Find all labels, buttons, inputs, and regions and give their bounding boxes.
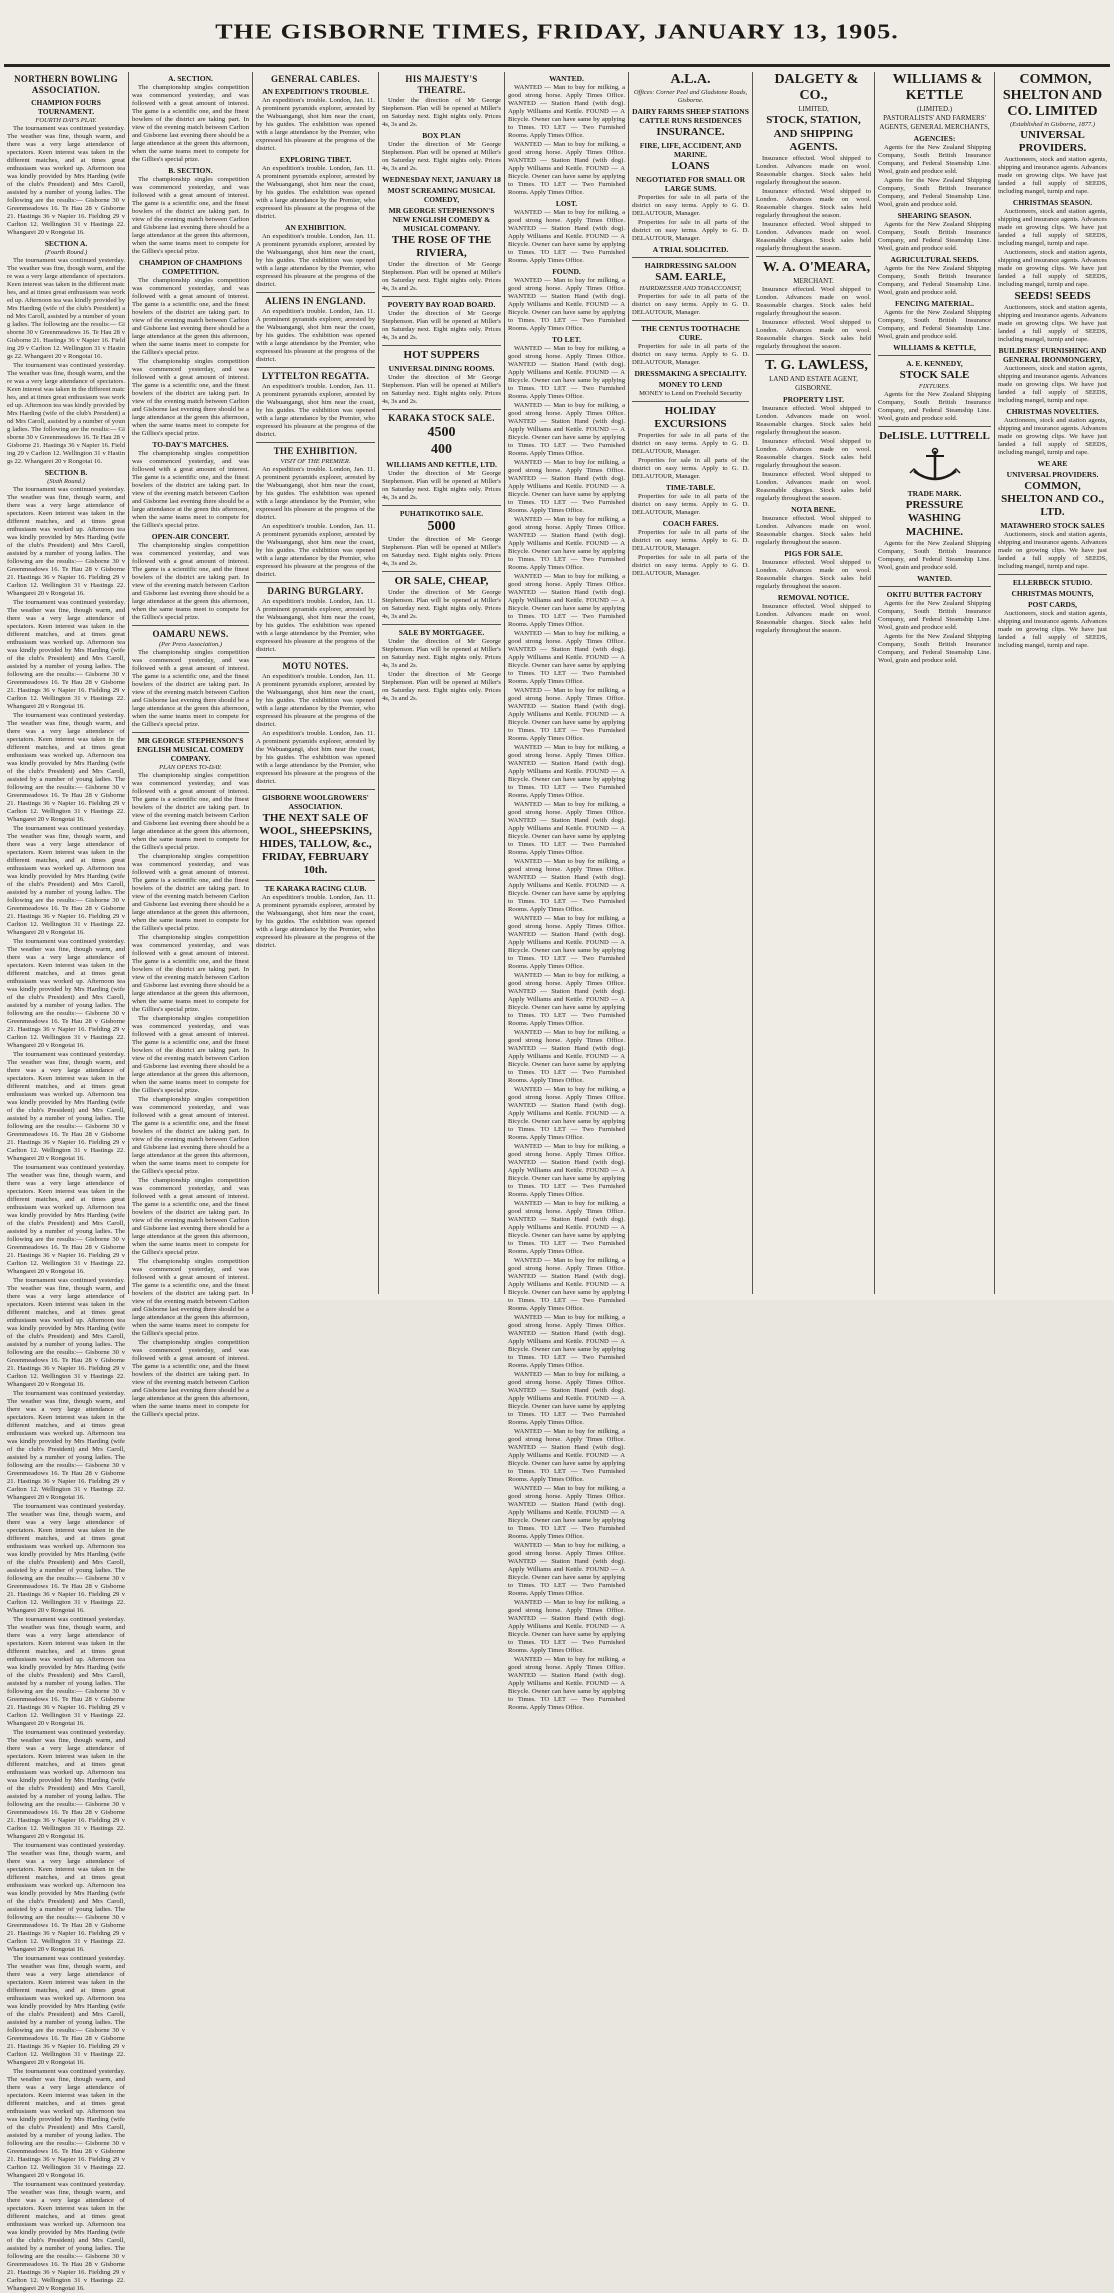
stephenson-company: MR GEORGE STEPHENSON'S NEW ENGLISH COMEDY & MUSICAL COMPANY.: [388, 206, 495, 233]
article-text: The championship singles competition was commenced yesterday, and was followed with a great amount of interest. The game is a scientific one, and the finest bowlers of the district are taking part. In view of the evening match between Carlton and Gisborne last evening there should be a large attendance at the green this afternoon, when the same teams meet to compete for the Gillies's special prize.: [132, 277, 249, 356]
nota-bene: NOTA BENE.: [791, 505, 836, 514]
burglary-heading: DARING BURGLARY.: [267, 586, 364, 596]
column-8: [874, 72, 994, 1294]
dalgety-shipping: AND SHIPPING AGENTS.: [773, 128, 854, 153]
dalgety-limited: LIMITED,: [798, 105, 829, 113]
kennedy-name: A. E. KENNEDY,: [906, 359, 963, 368]
trade-mark-label: TRADE MARK.: [907, 489, 962, 498]
article-text: Insurance effected. Wool shipped to London. Advances made on wool. Reasonable charges. Stock sales held regularly throughout the season.: [756, 286, 871, 317]
next-sale: THE NEXT SALE OF WOOL, SHEEPSKINS, HIDES, TALLOW, &c., FRIDAY, FEBRUARY 10th.: [259, 812, 372, 876]
matawhero-stock: MATAWHERO STOCK SALES: [1000, 521, 1105, 530]
article-text: The championship singles competition was commenced yesterday, and was followed with a great amount of interest. The game is a scientific one, and the finest bowlers of the district are taking part. In view of the evening match between Carlton and Gisborne last evening there should be a large attendance at the green this afternoon, when the same teams meet to compete for the Gillies's special prize.: [132, 1096, 249, 1175]
karaka-heading: KARAKA STOCK SALE.: [388, 413, 495, 423]
article-text: An expedition's trouble. London, Jan. 11. A prominent pyramids explorer, arrested by the Wabuangangi, shot him near the coast, by his guides. The exhibition was opened with a large attendance by the Premier, who expressed his pleasure at the progress of the district.: [256, 97, 375, 152]
column-4: [378, 72, 504, 1294]
article-text: Insurance effected. Wool shipped to London. Advances made on wool. Reasonable charges. Stock sales held regularly throughout the season.: [756, 559, 871, 590]
article-text: Properties for sale in all parts of the district on easy terms. Apply to G. D. DELAUTOUR, Manager.: [632, 219, 749, 242]
classified-text: WANTED — Man to buy for milking, a good strong horse. Apply Times Office. WANTED — Station Hand (with dog). Apply Williams and Kettle. FOUND — A Bicycle. Owner can have same by applying to Times. TO LET — Two Furnished Rooms. Apply Times Office.: [508, 630, 625, 685]
wanted-heading: WANTED.: [549, 74, 584, 83]
section-b-note: (Sixth Round.): [47, 478, 85, 485]
theatre-heading: HIS MAJESTY'S THEATRE.: [405, 74, 478, 95]
classified-text: WANTED — Man to buy for milking, a good strong horse. Apply Times Office. WANTED — Station Hand (with dog). Apply Williams and Kettle. FOUND — A Bicycle. Owner can have same by applying to Times. TO LET — Two Furnished Rooms. Apply Times Office.: [508, 1371, 625, 1426]
plan-opens: PLAN OPENS TO-DAY.: [159, 764, 222, 771]
dining-rooms: UNIVERSAL DINING ROOMS.: [388, 364, 495, 373]
classified-text: WANTED — Man to buy for milking, a good strong horse. Apply Times Office. WANTED — Station Hand (with dog). Apply Williams and Kettle. FOUND — A Bicycle. Owner can have same by applying to Times. TO LET — Two Furnished Rooms. Apply Times Office.: [508, 277, 625, 332]
article-text: Agents for the New Zealand Shipping Company, South British Insurance Company, and Federal Steamship Line. Wool, grain and produce sold.: [878, 633, 991, 664]
article-text: Insurance effected. Wool shipped to London. Advances made on wool. Reasonable charges. Stock sales held regularly throughout the season.: [756, 515, 871, 546]
we-are: WE ARE: [1037, 459, 1068, 468]
article-text: Auctioneers, stock and station agents, shipping and insurance agents. Advances made on growing clips. We have just landed a full supply of SEEDS, including mangel, turnip and rape.: [998, 208, 1107, 247]
cattle-count: 4500: [427, 425, 456, 440]
dressmaking: DRESSMAKING A SPECIALITY.: [634, 369, 747, 378]
article-text: The tournament was continued yesterday. The weather was fine, though warm, and there was a very large attendance of spectators. Keen interest was taken in the different matches, and at times great enthusiasm was worked up. Afternoon tea was kindly provided by Mrs Harding (wife of the club's President) and Mrs Caroll, assisted by a number of young ladies. The following are the results:— Gisborne 30 v Greenmeadows 16. Te Hau 28 v Gisborne 21. Hastings 36 v Napier 16. Fielding 29 v Carlton 12. Wellington 31 v Hastings 22. Whangarei 20 v Rongotai 16.: [7, 1955, 125, 2066]
property-types: DAIRY FARMS SHEEP STATIONS CATTLE RUNS RESIDENCES: [632, 107, 749, 125]
motu-heading: MOTU NOTES.: [282, 661, 349, 671]
classified-text: WANTED — Man to buy for milking, a good strong horse. Apply Times Office. WANTED — Station Hand (with dog). Apply Williams and Kettle. FOUND — A Bicycle. Owner can have same by applying to Times. TO LET — Two Furnished Rooms. Apply Times Office.: [508, 209, 625, 264]
article-text: The championship singles competition was commenced yesterday, and was followed with a great amount of interest. The game is a scientific one, and the finest bowlers of the district are taking part. In view of the evening match between Carlton and Gisborne last evening there should be a large attendance at the green this afternoon, when the same teams meet to compete for the Gillies's special prize.: [132, 1339, 249, 1418]
column-2: [128, 72, 252, 1418]
fixtures: FIXTURES.: [918, 383, 951, 390]
okitu-butter: OKITU BUTTER FACTORY: [886, 590, 983, 599]
musical-comedy: MOST SCREAMING MUSICAL COMEDY,: [387, 186, 496, 204]
article-text: The tournament was continued yesterday. The weather was fine, though warm, and there was a very large attendance of spectators. Keen interest was taken in the different matches, and at times great enthusiasm was worked up. Afternoon tea was kindly provided by Mrs Harding (wife of the club's President) and Mrs Caroll, assisted by a number of young ladies. The following are the results:— Gisborne 30 v Greenmeadows 16. Te Hau 28 v Gisborne 21. Hastings 36 v Napier 16. Fielding 29 v Carlton 12. Wellington 31 v Hastings 22. Whangarei 20 v Rongotai 16.: [7, 825, 125, 936]
article-text: Agents for the New Zealand Shipping Company, South British Insurance Company, and Federal Steamship Line. Wool, grain and produce sold.: [878, 309, 991, 340]
expedition-heading: AN EXPEDITION'S TROUBLE.: [262, 87, 369, 96]
williams-kettle-sig: WILLIAMS & KETTLE,: [893, 343, 976, 352]
dalgety-stock: STOCK, STATION,: [766, 114, 861, 126]
article-text: Under the direction of Mr George Stephenson. Plan will be opened at Miller's on Saturday next. Eight nights only. Prices 4s, 3s and 2s.: [382, 589, 501, 620]
article-text: Auctioneers, stock and station agents, shipping and insurance agents. Advances made on growing clips. We have just landed a full supply of SEEDS, including mangel, turnip and rape.: [998, 156, 1107, 195]
williams-kettle-auction: WILLIAMS AND KETTLE, LTD.: [386, 460, 497, 469]
article-text: The championship singles competition was commenced yesterday, and was followed with a great amount of interest. The game is a scientific one, and the finest bowlers of the district are taking part. In view of the evening match between Carlton and Gisborne last evening there should be a large attendance at the green this afternoon, when the same teams meet to compete for the Gillies's special prize.: [132, 934, 249, 1013]
article-text: The tournament was continued yesterday. The weather was fine, though warm, and there was a very large attendance of spectators. Keen interest was taken in the different matches, and at times great enthusiasm was worked up. Afternoon tea was kindly provided by Mrs Harding (wife of the club's President) and Mrs Caroll, assisted by a number of young ladies. The following are the results:— Gisborne 30 v Greenmeadows 16. Te Hau 28 v Gisborne 21. Hastings 36 v Napier 16. Fielding 29 v Carlton 12. Wellington 31 v Hastings 22. Whangarei 20 v Rongotai 16.: [7, 712, 125, 823]
universal-providers-2: UNIVERSAL PROVIDERS.: [1006, 470, 1099, 479]
lawless-sub: LAND AND ESTATE AGENT, GISBORNE.: [769, 375, 858, 392]
article-text: Auctioneers, stock and station agents, shipping and insurance agents. Advances made on growing clips. We have just landed a full supply of SEEDS, including mangel, turnip and rape.: [998, 304, 1107, 343]
article-text: Agents for the New Zealand Shipping Company, South British Insurance Company, and Federal Steamship Line. Wool, grain and produce sold.: [878, 540, 991, 571]
common-shelton-title: COMMON, SHELTON AND CO. LIMITED: [1002, 72, 1103, 119]
article-text: Properties for sale in all parts of the district on easy terms. Apply to G. D. DELAUTOUR, Manager.: [632, 554, 749, 577]
article-text: An expedition's trouble. London, Jan. 11. A prominent pyramids explorer, arrested by the Wabuangangi, shot him near the coast, by his guides. The exhibition was opened with a large attendance by the Premier, who expressed his pleasure at the progress of the district.: [256, 233, 375, 288]
article-text: The tournament was continued yesterday. The weather was fine, though warm, and there was a very large attendance of spectators. Keen interest was taken in the different matches, and at times great enthusiasm was worked up. Afternoon tea was kindly provided by Mrs Harding (wife of the club's President) and Mrs Caroll, assisted by a number of young ladies. The following are the results:— Gisborne 30 v Greenmeadows 16. Te Hau 28 v Gisborne 21. Hastings 36 v Napier 16. Fielding 29 v Carlton 12. Wellington 31 v Hastings 22. Whangarei 20 v Rongotai 16.: [7, 599, 125, 710]
open-air-heading: OPEN-AIR CONCERT.: [151, 532, 230, 541]
article-text: Properties for sale in all parts of the district on easy terms. Apply to G. D. DELAUTOUR, Manager.: [632, 343, 749, 366]
holiday-excursions: HOLIDAY EXCURSIONS: [654, 405, 727, 430]
article-text: The tournament was continued yesterday. The weather was fine, though warm, and there was a very large attendance of spectators. Keen interest was taken in the different matches, and at times great enthusiasm was worked up. Afternoon tea was kindly provided by Mrs Harding (wife of the club's President) and Mrs Caroll, assisted by a number of young ladies. The following are the results:— Gisborne 30 v Greenmeadows 16. Te Hau 28 v Gisborne 21. Hastings 36 v Napier 16. Fielding 29 v Carlton 12. Wellington 31 v Hastings 22. Whangarei 20 v Rongotai 16.: [7, 1051, 125, 1162]
article-text: The championship singles competition was commenced yesterday, and was followed with a great amount of interest. The game is a scientific one, and the finest bowlers of the district are taking part. In view of the evening match between Carlton and Gisborne last evening there should be a large attendance at the green this afternoon, when the same teams meet to compete for the Gillies's special prize.: [132, 450, 249, 529]
article-text: The championship singles competition was commenced yesterday, and was followed with a great amount of interest. The game is a scientific one, and the finest bowlers of the district are taking part. In view of the evening match between Carlton and Gisborne last evening there should be a large attendance at the green this afternoon, when the same teams meet to compete for the Gillies's special prize.: [132, 176, 249, 255]
woolgrowers-heading: GISBORNE WOOLGROWERS' ASSOCIATION.: [262, 793, 369, 811]
classified-text: WANTED — Man to buy for milking, a good strong horse. Apply Times Office. WANTED — Station Hand (with dog). Apply Williams and Kettle. FOUND — A Bicycle. Owner can have same by applying to Times. TO LET — Two Furnished Rooms. Apply Times Office.: [508, 972, 625, 1027]
article-text: Insurance effected. Wool shipped to London. Advances made on wool. Reasonable charges. Stock sales held regularly throughout the season.: [756, 438, 871, 469]
article-text: The tournament was continued yesterday. The weather was fine, though warm, and there was a very large attendance of spectators. Keen interest was taken in the different matches, and at times great enthusiasm was worked up. Afternoon tea was kindly provided by Mrs Harding (wife of the club's President) and Mrs Caroll, assisted by a number of young ladies. The following are the results:— Gisborne 30 v Greenmeadows 16. Te Hau 28 v Gisborne 21. Hastings 36 v Napier 16. Fielding 29 v Carlton 12. Wellington 31 v Hastings 22. Whangarei 20 v Rongotai 16.: [7, 125, 125, 236]
article-text: Under the direction of Mr George Stephenson. Plan will be opened at Miller's on Saturday next. Eight nights only. Prices 4s, 3s and 2s.: [382, 470, 501, 501]
article-text: Properties for sale in all parts of the district on easy terms. Apply to G. D. DELAUTOUR, Manager.: [632, 194, 749, 217]
lawless-title: T. G. LAWLESS,: [765, 358, 868, 373]
article-text: Properties for sale in all parts of the district on easy terms. Apply to G. D. DELAUTOUR, Manager.: [632, 457, 749, 480]
fencing-material: FENCING MATERIAL.: [894, 299, 975, 308]
ellerbeck-studio: ELLERBECK STUDIO.: [1012, 578, 1093, 587]
article-text: An expedition's trouble. London, Jan. 11. A prominent pyramids explorer, arrested by the Wabuangangi, shot him near the coast, by his guides. The exhibition was opened with a large attendance by the Premier, who expressed his pleasure at the progress of the district.: [256, 730, 375, 785]
classified-text: WANTED — Man to buy for milking, a good strong horse. Apply Times Office. WANTED — Station Hand (with dog). Apply Williams and Kettle. FOUND — A Bicycle. Owner can have same by applying to Times. TO LET — Two Furnished Rooms. Apply Times Office.: [508, 744, 625, 799]
classified-text: WANTED — Man to buy for milking, a good strong horse. Apply Times Office. WANTED — Station Hand (with dog). Apply Williams and Kettle. FOUND — A Bicycle. Owner can have same by applying to Times. TO LET — Two Furnished Rooms. Apply Times Office.: [508, 1485, 625, 1540]
to-let-heading: TO LET.: [552, 335, 581, 344]
article-text: Under the direction of Mr George Stephenson. Plan will be opened at Miller's on Saturday next. Eight nights only. Prices 4s, 3s and 2s.: [382, 536, 501, 567]
article-text: The tournament was continued yesterday. The weather was fine, though warm, and there was a very large attendance of spectators. Keen interest was taken in the different matches, and at times great enthusiasm was worked up. Afternoon tea was kindly provided by Mrs Harding (wife of the club's President) and Mrs Caroll, assisted by a number of young ladies. The following are the results:— Gisborne 30 v Greenmeadows 16. Te Hau 28 v Gisborne 21. Hastings 36 v Napier 16. Fielding 29 v Carlton 12. Wellington 31 v Hastings 22. Whangarei 20 v Rongotai 16.: [7, 1390, 125, 1501]
wednesday-date: WEDNESDAY NEXT, JANUARY 18: [382, 175, 501, 184]
article-text: The tournament was continued yesterday. The weather was fine, though warm, and there was a very large attendance of spectators. Keen interest was taken in the different matches, and at times great enthusiasm was worked up. Afternoon tea was kindly provided by Mrs Harding (wife of the club's President) and Mrs Caroll, assisted by a number of young ladies. The following are the results:— Gisborne 30 v Greenmeadows 16. Te Hau 28 v Gisborne 21. Hastings 36 v Napier 16. Fielding 29 v Carlton 12. Wellington 31 v Hastings 22. Whangarei 20 v Rongotai 16.: [7, 1164, 125, 1275]
article-text: Insurance effected. Wool shipped to London. Advances made on wool. Reasonable charges. Stock sales held regularly throughout the season.: [756, 221, 871, 252]
lost-heading: LOST.: [555, 199, 578, 208]
loans-heading: LOANS: [671, 160, 710, 172]
anchor-trade-mark-icon: [900, 447, 970, 485]
dalgety-title: DALGETY & CO.,: [774, 72, 859, 103]
article-text: Insurance effected. Wool shipped to London. Advances made on wool. Reasonable charges. Stock sales held regularly throughout the season.: [756, 188, 871, 219]
article-text: The championship singles competition was commenced yesterday, and was followed with a great amount of interest. The game is a scientific one, and the finest bowlers of the district are taking part. In view of the evening match between Carlton and Gisborne last evening there should be a large attendance at the green this afternoon, when the same teams meet to compete for the Gillies's special prize.: [132, 772, 249, 851]
shearing-season: SHEARING SEASON.: [897, 211, 972, 220]
pigs-for-sale: PIGS FOR SALE.: [784, 549, 843, 558]
pastoralists-agents: PASTORALISTS' AND FARMERS' AGENTS, GENERAL MERCHANTS,: [879, 114, 990, 131]
article-text: Auctioneers, stock and station agents, shipping and insurance agents. Advances made on growing clips. We have just landed a full supply of SEEDS, including mangel, turnip and rape.: [998, 249, 1107, 288]
column-5: [504, 72, 628, 1711]
williams-kettle-limited: (LIMITED.): [916, 105, 953, 113]
luttrell-name: LUTTRELL: [929, 430, 990, 442]
article-text: Properties for sale in all parts of the district on easy terms. Apply to G. D. DELAUTOUR, Manager.: [632, 432, 749, 455]
article-text: The tournament was continued yesterday. The weather was fine, though warm, and there was a very large attendance of spectators. Keen interest was taken in the different matches, and at times great enthusiasm was worked up. Afternoon tea was kindly provided by Mrs Harding (wife of the club's President) and Mrs Caroll, assisted by a number of young ladies. The following are the results:— Gisborne 30 v Greenmeadows 16. Te Hau 28 v Gisborne 21. Hastings 36 v Napier 16. Fielding 29 v Carlton 12. Wellington 31 v Hastings 22. Whangarei 20 v Rongotai 16.: [7, 1729, 125, 1840]
article-text: Under the direction of Mr George Stephenson. Plan will be opened at Miller's on Saturday next. Eight nights only. Prices 4s, 3s and 2s.: [382, 97, 501, 128]
classified-text: WANTED — Man to buy for milking, a good strong horse. Apply Times Office. WANTED — Station Hand (with dog). Apply Williams and Kettle. FOUND — A Bicycle. Owner can have same by applying to Times. TO LET — Two Furnished Rooms. Apply Times Office.: [508, 1029, 625, 1084]
column-1: [4, 72, 128, 2292]
classified-text: WANTED — Man to buy for milking, a good strong horse. Apply Times Office. WANTED — Station Hand (with dog). Apply Williams and Kettle. FOUND — A Bicycle. Owner can have same by applying to Times. TO LET — Two Furnished Rooms. Apply Times Office.: [508, 1599, 625, 1654]
article-text: Insurance effected. Wool shipped to London. Advances made on wool. Reasonable charges. Stock sales held regularly throughout the season.: [756, 155, 871, 186]
toothache-heading: THE CENTUS TOOTHACHE CURE.: [641, 324, 740, 342]
article-text: An expedition's trouble. London, Jan. 11. A prominent pyramids explorer, arrested by the Wabuangangi, shot him near the coast, by his guides. The exhibition was opened with a large attendance by the Premier, who expressed his pleasure at the progress of the district.: [256, 308, 375, 363]
classified-text: WANTED — Man to buy for milking, a good strong horse. Apply Times Office. WANTED — Station Hand (with dog). Apply Williams and Kettle. FOUND — A Bicycle. Owner can have same by applying to Times. TO LET — Two Furnished Rooms. Apply Times Office.: [508, 141, 625, 196]
aliens-heading: ALIENS IN ENGLAND.: [265, 296, 366, 306]
universal-providers: UNIVERSAL PROVIDERS.: [1018, 129, 1087, 154]
classified-text: WANTED — Man to buy for milking, a good strong horse. Apply Times Office. WANTED — Station Hand (with dog). Apply Williams and Kettle. FOUND — A Bicycle. Owner can have same by applying to Times. TO LET — Two Furnished Rooms. Apply Times Office.: [508, 1656, 625, 1711]
stock-sale-heading: STOCK SALE: [899, 369, 970, 381]
article-text: The tournament was continued yesterday. The weather was fine, though warm, and there was a very large attendance of spectators. Keen interest was taken in the different matches, and at times great enthusiasm was worked up. Afternoon tea was kindly provided by Mrs Harding (wife of the club's President) and Mrs Caroll, assisted by a number of young ladies. The following are the results:— Gisborne 30 v Greenmeadows 16. Te Hau 28 v Gisborne 21. Hastings 36 v Napier 16. Fielding 29 v Carlton 12. Wellington 31 v Hastings 22. Whangarei 20 v Rongotai 16.: [7, 2181, 125, 2292]
article-text: Agents for the New Zealand Shipping Company, South British Insurance Company, and Federal Steamship Line. Wool, grain and produce sold.: [878, 177, 991, 208]
common-shelton-2: COMMON, SHELTON AND CO., LTD.: [1001, 480, 1104, 518]
article-text: Under the direction of Mr George Stephenson. Plan will be opened at Miller's on Saturday next. Eight nights only. Prices 4s, 3s and 2s.: [382, 374, 501, 405]
omeara-merchant: MERCHANT.: [793, 277, 834, 285]
article-text: The tournament was continued yesterday. The weather was fine, though warm, and there was a very large attendance of spectators. Keen interest was taken in the different matches, and at times great enthusiasm was worked up. Afternoon tea was kindly provided by Mrs Harding (wife of the club's President) and Mrs Caroll, assisted by a number of young ladies. The following are the results:— Gisborne 30 v Greenmeadows 16. Te Hau 28 v Gisborne 21. Hastings 36 v Napier 16. Fielding 29 v Carlton 12. Wellington 31 v Hastings 22. Whangarei 20 v Rongotai 16.: [7, 486, 125, 597]
classified-text: WANTED — Man to buy for milking, a good strong horse. Apply Times Office. WANTED — Station Hand (with dog). Apply Williams and Kettle. FOUND — A Bicycle. Owner can have same by applying to Times. TO LET — Two Furnished Rooms. Apply Times Office.: [508, 915, 625, 970]
article-text: The championship singles competition was commenced yesterday, and was followed with a great amount of interest. The game is a scientific one, and the finest bowlers of the district are taking part. In view of the evening match between Carlton and Gisborne last evening there should be a large attendance at the green this afternoon, when the same teams meet to compete for the Gillies's special prize.: [132, 542, 249, 621]
article-text: Insurance effected. Wool shipped to London. Advances made on wool. Reasonable charges. Stock sales held regularly throughout the season.: [756, 405, 871, 436]
builders-ironmongery: BUILDERS' FURNISHING AND GENERAL IRONMONGERY,: [998, 346, 1107, 364]
omeara-title: W. A. O'MEARA,: [762, 260, 871, 275]
classified-text: WANTED — Man to buy for milking, a good strong horse. Apply Times Office. WANTED — Station Hand (with dog). Apply Williams and Kettle. FOUND — A Bicycle. Owner can have same by applying to Times. TO LET — Two Furnished Rooms. Apply Times Office.: [508, 1257, 625, 1312]
oamaru-note: (Per Press Association.): [158, 641, 222, 648]
loans-note: NEGOTIATED FOR SMALL OR LARGE SUMS.: [635, 175, 746, 193]
road-board-heading: POVERTY BAY ROAD BOARD.: [387, 300, 496, 309]
column-6: [628, 72, 752, 1294]
article-text: Properties for sale in all parts of the district on easy terms. Apply to G. D. DELAUTOUR, Manager.: [632, 293, 749, 316]
insurance-types: FIRE, LIFE, ACCIDENT, AND MARINE.: [639, 141, 742, 159]
article-text: Properties for sale in all parts of the district on easy terms. Apply to G. D. DELAUTOUR, Manager.: [632, 529, 749, 552]
established-note: (Established in Gisborne, 1877.): [1009, 121, 1096, 128]
ala-heading: A.L.A.: [670, 72, 711, 87]
article-text: An expedition's trouble. London, Jan. 11. A prominent pyramids explorer, arrested by the Wabuangangi, shot him near the coast, by his guides. The exhibition was opened with a large attendance by the Premier, who expressed his pleasure at the progress of the district.: [256, 673, 375, 728]
agencies-heading: AGENCIES:: [913, 134, 956, 143]
christmas-season: CHRISTMAS SEASON.: [1012, 198, 1093, 207]
cables-heading: GENERAL CABLES.: [270, 74, 361, 84]
classified-text: WANTED — Man to buy for milking, a good strong horse. Apply Times Office. WANTED — Station Hand (with dog). Apply Williams and Kettle. FOUND — A Bicycle. Owner can have same by applying to Times. TO LET — Two Furnished Rooms. Apply Times Office.: [508, 1143, 625, 1198]
removal-notice: REMOVAL NOTICE.: [777, 593, 850, 602]
hot-suppers: HOT SUPPERS: [403, 349, 480, 361]
article-text: The championship singles competition was commenced yesterday, and was followed with a great amount of interest. The game is a scientific one, and the finest bowlers of the district are taking part. In view of the evening match between Carlton and Gisborne last evening there should be a large attendance at the green this afternoon, when the same teams meet to compete for the Gillies's special prize.: [132, 1177, 249, 1256]
pressure-washing: PRESSURE WASHING: [905, 499, 964, 524]
article-text: Agents for the New Zealand Shipping Company, South British Insurance Company, and Federal Steamship Line. Wool, grain and produce sold.: [878, 144, 991, 175]
agricultural-seeds: AGRICULTURAL SEEDS.: [890, 255, 979, 264]
classified-text: WANTED — Man to buy for milking, a good strong horse. Apply Times Office. WANTED — Station Hand (with dog). Apply Williams and Kettle. FOUND — A Bicycle. Owner can have same by applying to Times. TO LET — Two Furnished Rooms. Apply Times Office.: [508, 459, 625, 514]
classified-text: WANTED — Man to buy for milking, a good strong horse. Apply Times Office. WANTED — Station Hand (with dog). Apply Williams and Kettle. FOUND — A Bicycle. Owner can have same by applying to Times. TO LET — Two Furnished Rooms. Apply Times Office.: [508, 402, 625, 457]
article-text: Under the direction of Mr George Stephenson. Plan will be opened at Miller's on Saturday next. Eight nights only. Prices 4s, 3s and 2s.: [382, 638, 501, 669]
classified-text: WANTED — Man to buy for milking, a good strong horse. Apply Times Office. WANTED — Station Hand (with dog). Apply Williams and Kettle. FOUND — A Bicycle. Owner can have same by applying to Times. TO LET — Two Furnished Rooms. Apply Times Office.: [508, 687, 625, 742]
sheep-5000: 5000: [427, 519, 456, 534]
article-text: The tournament was continued yesterday. The weather was fine, though warm, and there was a very large attendance of spectators. Keen interest was taken in the different matches, and at times great enthusiasm was worked up. Afternoon tea was kindly provided by Mrs Harding (wife of the club's President) and Mrs Caroll, assisted by a number of young ladies. The following are the results:— Gisborne 30 v Greenmeadows 16. Te Hau 28 v Gisborne 21. Hastings 36 v Napier 16. Fielding 29 v Carlton 12. Wellington 31 v Hastings 22. Whangarei 20 v Rongotai 16.: [7, 1503, 125, 1614]
section-a-table-heading: A. SECTION.: [168, 74, 213, 83]
article-text: An expedition's trouble. London, Jan. 11. A prominent pyramids explorer, arrested by the Wabuangangi, shot him near the coast, by his guides. The exhibition was opened with a large attendance by the Premier, who expressed his pleasure at the progress of the district.: [256, 165, 375, 220]
williams-kettle-title: WILLIAMS & KETTLE: [892, 72, 983, 103]
box-plan: BOX PLAN: [422, 131, 461, 140]
classified-text: WANTED — Man to buy for milking, a good strong horse. Apply Times Office. WANTED — Station Hand (with dog). Apply Williams and Kettle. FOUND — A Bicycle. Owner can have same by applying to Times. TO LET — Two Furnished Rooms. Apply Times Office.: [508, 1200, 625, 1255]
article-text: Auctioneers, stock and station agents, shipping and insurance agents. Advances made on growing clips. We have just landed a full supply of SEEDS, including mangel, turnip and rape.: [998, 610, 1107, 649]
newspaper-title: THE GISBORNE TIMES, FRIDAY, JANUARY 13, 1905.: [215, 20, 899, 44]
section-a-note: (Fourth Round.): [44, 249, 88, 256]
money-to-lend: MONEY TO LEND: [658, 380, 723, 389]
classified-text: WANTED — Man to buy for milking, a good strong horse. Apply Times Office. WANTED — Station Hand (with dog). Apply Williams and Kettle. FOUND — A Bicycle. Owner can have same by applying to Times. TO LET — Two Furnished Rooms. Apply Times Office.: [508, 84, 625, 139]
or-sale-cheap: OR SALE, CHEAP,: [394, 575, 489, 587]
champion-heading: CHAMPION OF CHAMPIONS COMPETITION.: [138, 258, 243, 276]
article-text: The tournament was continued yesterday. The weather was fine, though warm, and there was a very large attendance of spectators. Keen interest was taken in the different matches, and at times great enthusiasm was worked up. Afternoon tea was kindly provided by Mrs Harding (wife of the club's President) and Mrs Caroll, assisted by a number of young ladies. The following are the results:— Gisborne 30 v Greenmeadows 16. Te Hau 28 v Gisborne 21. Hastings 36 v Napier 16. Fielding 29 v Carlton 12. Wellington 31 v Hastings 22. Whangarei 20 v Rongotai 16.: [7, 362, 125, 465]
sam-earle: SAM. EARLE,: [655, 271, 726, 283]
stephenson-heading: MR GEORGE STEPHENSON'S ENGLISH MUSICAL COMEDY COMPANY.: [136, 736, 245, 763]
bowling-heading: NORTHERN BOWLING ASSOCIATION.: [14, 74, 118, 95]
article-text: The championship singles competition was commenced yesterday, and was followed with a great amount of interest. The game is a scientific one, and the finest bowlers of the district are taking part. In view of the evening match between Carlton and Gisborne last evening there should be a large attendance at the green this afternoon, when the same teams meet to compete for the Gillies's special prize.: [132, 1258, 249, 1337]
article-text: The championship singles competition was commenced yesterday, and was followed with a great amount of interest. The game is a scientific one, and the finest bowlers of the district are taking part. In view of the evening match between Carlton and Gisborne last evening there should be a large attendance at the green this afternoon, when the same teams meet to compete for the Gillies's special prize.: [132, 1015, 249, 1094]
premier-visit: VISIT OF THE PREMIER.: [280, 458, 351, 465]
coach-fares: COACH FARES.: [662, 519, 719, 528]
christmas-mounts: CHRISTMAS MOUNTS,: [1011, 589, 1094, 598]
property-list: PROPERTY LIST.: [783, 395, 844, 404]
machine-label: MACHINE.: [905, 526, 964, 538]
article-text: The tournament was continued yesterday. The weather was fine, though warm, and there was a very large attendance of spectators. Keen interest was taken in the different matches, and at times great enthusiasm was worked up. Afternoon tea was kindly provided by Mrs Harding (wife of the club's President) and Mrs Caroll, assisted by a number of young ladies. The following are the results:— Gisborne 30 v Greenmeadows 16. Te Hau 28 v Gisborne 21. Hastings 36 v Napier 16. Fielding 29 v Carlton 12. Wellington 31 v Hastings 22. Whangarei 20 v Rongotai 16.: [7, 1277, 125, 1388]
article-text: Under the direction of Mr George Stephenson. Plan will be opened at Miller's on Saturday next. Eight nights only. Prices 4s, 3s and 2s.: [382, 310, 501, 341]
wanted-wool: WANTED.: [917, 574, 952, 583]
article-text: Auctioneers, stock and station agents, shipping and insurance agents. Advances made on growing clips. We have just landed a full supply of SEEDS, including mangel, turnip and rape.: [998, 417, 1107, 456]
article-text: Agents for the New Zealand Shipping Company, South British Insurance Company, and Federal Steamship Line. Wool, grain and produce sold.: [878, 600, 991, 631]
delisle-name: DeLISLE.: [879, 430, 928, 442]
article-text: Insurance effected. Wool shipped to London. Advances made on wool. Reasonable charges. Stock sales held regularly throughout the season.: [756, 319, 871, 350]
article-text: Under the direction of Mr George Stephenson. Plan will be opened at Miller's on Saturday next. Eight nights only. Prices 4s, 3s and 2s.: [382, 261, 501, 292]
hairdressing-heading: HAIRDRESSING SALOON: [644, 261, 737, 270]
article-text: An expedition's trouble. London, Jan. 11. A prominent pyramids explorer, arrested by the Wabuangangi, shot him near the coast, by his guides. The exhibition was opened with a large attendance by the Premier, who expressed his pleasure at the progress of the district.: [256, 523, 375, 578]
trial-solicited: A TRIAL SOLICITED.: [652, 245, 729, 254]
sheep-count: 400: [431, 442, 452, 457]
delisle-luttrell: [878, 430, 991, 443]
racing-heading: TE KARAKA RACING CLUB.: [264, 884, 367, 893]
article-text: Insurance effected. Wool shipped to London. Advances made on wool. Reasonable charges. Stock sales held regularly throughout the season.: [756, 471, 871, 502]
play-title: THE ROSE OF THE RIVIERA,: [391, 234, 492, 259]
column-3: [252, 72, 378, 1294]
classified-text: WANTED — Man to buy for milking, a good strong horse. Apply Times Office. WANTED — Station Hand (with dog). Apply Williams and Kettle. FOUND — A Bicycle. Owner can have same by applying to Times. TO LET — Two Furnished Rooms. Apply Times Office.: [508, 801, 625, 856]
classified-text: WANTED — Man to buy for milking, a good strong horse. Apply Times Office. WANTED — Station Hand (with dog). Apply Williams and Kettle. FOUND — A Bicycle. Owner can have same by applying to Times. TO LET — Two Furnished Rooms. Apply Times Office.: [508, 1542, 625, 1597]
article-text: The tournament was continued yesterday. The weather was fine, though warm, and there was a very large attendance of spectators. Keen interest was taken in the different matches, and at times great enthusiasm was worked up. Afternoon tea was kindly provided by Mrs Harding (wife of the club's President) and Mrs Caroll, assisted by a number of young ladies. The following are the results:— Gisborne 30 v Greenmeadows 16. Te Hau 28 v Gisborne 21. Hastings 36 v Napier 16. Fielding 29 v Carlton 12. Wellington 31 v Hastings 22. Whangarei 20 v Rongotai 16.: [7, 2068, 125, 2179]
article-text: Under the direction of Mr George Stephenson. Plan will be opened at Miller's on Saturday next. Eight nights only. Prices 4s, 3s and 2s.: [382, 671, 501, 702]
classified-text: WANTED — Man to buy for milking, a good strong horse. Apply Times Office. WANTED — Station Hand (with dog). Apply Williams and Kettle. FOUND — A Bicycle. Owner can have same by applying to Times. TO LET — Two Furnished Rooms. Apply Times Office.: [508, 345, 625, 400]
exhibition-heading: THE EXHIBITION.: [273, 446, 358, 456]
article-text: An expedition's trouble. London, Jan. 11. A prominent pyramids explorer, arrested by the Wabuangangi, shot him near the coast, by his guides. The exhibition was opened with a large attendance by the Premier, who expressed his pleasure at the progress of the district.: [256, 466, 375, 521]
column-9: [994, 72, 1110, 1294]
classified-text: WANTED — Man to buy for milking, a good strong horse. Apply Times Office. WANTED — Station Hand (with dog). Apply Williams and Kettle. FOUND — A Bicycle. Owner can have same by applying to Times. TO LET — Two Furnished Rooms. Apply Times Office.: [508, 858, 625, 913]
oamaru-heading: OAMARU NEWS.: [152, 629, 229, 639]
article-text: Properties for sale in all parts of the district on easy terms. Apply to G. D. DELAUTOUR, Manager.: [632, 493, 749, 516]
article-text: The tournament was continued yesterday. The weather was fine, though warm, and there was a very large attendance of spectators. Keen interest was taken in the different matches, and at times great enthusiasm was worked up. Afternoon tea was kindly provided by Mrs Harding (wife of the club's President) and Mrs Caroll, assisted by a number of young ladies. The following are the results:— Gisborne 30 v Greenmeadows 16. Te Hau 28 v Gisborne 21. Hastings 36 v Napier 16. Fielding 29 v Carlton 12. Wellington 31 v Hastings 22. Whangarei 20 v Rongotai 16.: [7, 257, 125, 360]
christmas-novelties: CHRISTMAS NOVELTIES.: [1006, 407, 1099, 416]
article-text: Insurance effected. Wool shipped to London. Advances made on wool. Reasonable charges. Stock sales held regularly throughout the season.: [756, 603, 871, 634]
ala-offices: Offices: Corner Peel and Gladstone Roads, Gisborne.: [633, 89, 748, 104]
classified-text: WANTED — Man to buy for milking, a good strong horse. Apply Times Office. WANTED — Station Hand (with dog). Apply Williams and Kettle. FOUND — A Bicycle. Owner can have same by applying to Times. TO LET — Two Furnished Rooms. Apply Times Office.: [508, 1314, 625, 1369]
classified-text: WANTED — Man to buy for milking, a good strong horse. Apply Times Office. WANTED — Station Hand (with dog). Apply Williams and Kettle. FOUND — A Bicycle. Owner can have same by applying to Times. TO LET — Two Furnished Rooms. Apply Times Office.: [508, 1428, 625, 1483]
section-b-heading: SECTION B.: [44, 468, 88, 477]
article-text: An expedition's trouble. London, Jan. 11. A prominent pyramids explorer, arrested by the Wabuangangi, shot him near the coast, by his guides. The exhibition was opened with a large attendance by the Premier, who expressed his pleasure at the progress of the district.: [256, 383, 375, 438]
section-a-heading: SECTION A.: [44, 239, 88, 248]
article-text: The tournament was continued yesterday. The weather was fine, though warm, and there was a very large attendance of spectators. Keen interest was taken in the different matches, and at times great enthusiasm was worked up. Afternoon tea was kindly provided by Mrs Harding (wife of the club's President) and Mrs Caroll, assisted by a number of young ladies. The following are the results:— Gisborne 30 v Greenmeadows 16. Te Hau 28 v Gisborne 21. Hastings 36 v Napier 16. Fielding 29 v Carlton 12. Wellington 31 v Hastings 22. Whangarei 20 v Rongotai 16.: [7, 1842, 125, 1953]
seeds-heading: SEEDS! SEEDS: [1014, 290, 1091, 302]
mortgagee-heading: SALE BY MORTGAGEE.: [398, 628, 485, 637]
timetable-heading: TIME-TABLE.: [665, 483, 716, 492]
tibet-heading: EXPLORING TIBET.: [279, 155, 352, 164]
section-heading: FOURTH DAY'S PLAY.: [35, 117, 97, 124]
article-text: Agents for the New Zealand Shipping Company, South British Insurance Company, and Federal Steamship Line. Wool, grain and produce sold.: [878, 391, 991, 422]
article-text: The championship singles competition was commenced yesterday, and was followed with a great amount of interest. The game is a scientific one, and the finest bowlers of the district are taking part. In view of the evening match between Carlton and Gisborne last evening there should be a large attendance at the green this afternoon, when the same teams meet to compete for the Gillies's special prize.: [132, 853, 249, 932]
article-text: The tournament was continued yesterday. The weather was fine, though warm, and there was a very large attendance of spectators. Keen interest was taken in the different matches, and at times great enthusiasm was worked up. Afternoon tea was kindly provided by Mrs Harding (wife of the club's President) and Mrs Caroll, assisted by a number of young ladies. The following are the results:— Gisborne 30 v Greenmeadows 16. Te Hau 28 v Gisborne 21. Hastings 36 v Napier 16. Fielding 29 v Carlton 12. Wellington 31 v Hastings 22. Whangarei 20 v Rongotai 16.: [7, 938, 125, 1049]
classified-text: WANTED — Man to buy for milking, a good strong horse. Apply Times Office. WANTED — Station Hand (with dog). Apply Williams and Kettle. FOUND — A Bicycle. Owner can have same by applying to Times. TO LET — Two Furnished Rooms. Apply Times Office.: [508, 1086, 625, 1141]
article-text: Under the direction of Mr George Stephenson. Plan will be opened at Miller's on Saturday next. Eight nights only. Prices 4s, 3s and 2s.: [382, 141, 501, 172]
puhatikotiko-heading: PUHATIKOTIKO SALE.: [399, 509, 484, 518]
post-cards: POST CARDS,: [1027, 600, 1078, 609]
exhibition-cable-heading: AN EXHIBITION.: [285, 223, 346, 232]
article-text: Agents for the New Zealand Shipping Company, South British Insurance Company, and Federal Steamship Line. Wool, grain and produce sold.: [878, 265, 991, 296]
found-heading: FOUND.: [552, 267, 581, 276]
article-text: The tournament was continued yesterday. The weather was fine, though warm, and there was a very large attendance of spectators. Keen interest was taken in the different matches, and at times great enthusiasm was worked up. Afternoon tea was kindly provided by Mrs Harding (wife of the club's President) and Mrs Caroll, assisted by a number of young ladies. The following are the results:— Gisborne 30 v Greenmeadows 16. Te Hau 28 v Gisborne 21. Hastings 36 v Napier 16. Fielding 29 v Carlton 12. Wellington 31 v Hastings 22. Whangarei 20 v Rongotai 16.: [7, 1616, 125, 1727]
lyttelton-heading: LYTTELTON REGATTA.: [261, 371, 370, 381]
article-text: Agents for the New Zealand Shipping Company, South British Insurance Company, and Federal Steamship Line. Wool, grain and produce sold.: [878, 221, 991, 252]
todays-matches-heading: TO-DAY'S MATCHES.: [152, 440, 229, 449]
article-text: Auctioneers, stock and station agents, shipping and insurance agents. Advances made on growing clips. We have just landed a full supply of SEEDS, including mangel, turnip and rape.: [998, 365, 1107, 404]
column-7: [752, 72, 874, 1294]
tournament-heading: CHAMPION FOURS TOURNAMENT.: [31, 98, 101, 116]
sam-earle-sub: HAIRDRESSER AND TOBACCONIST,: [639, 285, 742, 292]
article-text: The championship singles competition was commenced yesterday, and was followed with a great amount of interest. The game is a scientific one, and the finest bowlers of the district are taking part. In view of the evening match between Carlton and Gisborne last evening there should be a large attendance at the green this afternoon, when the same teams meet to compete for the Gillies's special prize.: [132, 84, 249, 163]
insurance-heading: INSURANCE.: [656, 126, 725, 138]
article-text: Auctioneers, stock and station agents, shipping and insurance agents. Advances made on growing clips. We have just landed a full supply of SEEDS, including mangel, turnip and rape.: [998, 531, 1107, 570]
section-b-table-heading: B. SECTION.: [168, 166, 213, 175]
classified-text: WANTED — Man to buy for milking, a good strong horse. Apply Times Office. WANTED — Station Hand (with dog). Apply Williams and Kettle. FOUND — A Bicycle. Owner can have same by applying to Times. TO LET — Two Furnished Rooms. Apply Times Office.: [508, 573, 625, 628]
money-to-lend-freehold: MONEY to Lend on Freehold Security: [639, 390, 742, 397]
article-text: The championship singles competition was commenced yesterday, and was followed with a great amount of interest. The game is a scientific one, and the finest bowlers of the district are taking part. In view of the evening match between Carlton and Gisborne last evening there should be a large attendance at the green this afternoon, when the same teams meet to compete for the Gillies's special prize.: [132, 649, 249, 728]
article-text: The championship singles competition was commenced yesterday, and was followed with a great amount of interest. The game is a scientific one, and the finest bowlers of the district are taking part. In view of the evening match between Carlton and Gisborne last evening there should be a large attendance at the green this afternoon, when the same teams meet to compete for the Gillies's special prize.: [132, 358, 249, 437]
article-text: An expedition's trouble. London, Jan. 11. A prominent pyramids explorer, arrested by the Wabuangangi, shot him near the coast, by his guides. The exhibition was opened with a large attendance by the Premier, who expressed his pleasure at the progress of the district.: [256, 598, 375, 653]
classified-text: WANTED — Man to buy for milking, a good strong horse. Apply Times Office. WANTED — Station Hand (with dog). Apply Williams and Kettle. FOUND — A Bicycle. Owner can have same by applying to Times. TO LET — Two Furnished Rooms. Apply Times Office.: [508, 516, 625, 571]
article-text: An expedition's trouble. London, Jan. 11. A prominent pyramids explorer, arrested by the Wabuangangi, shot him near the coast, by his guides. The exhibition was opened with a large attendance by the Premier, who expressed his pleasure at the progress of the district.: [256, 894, 375, 949]
